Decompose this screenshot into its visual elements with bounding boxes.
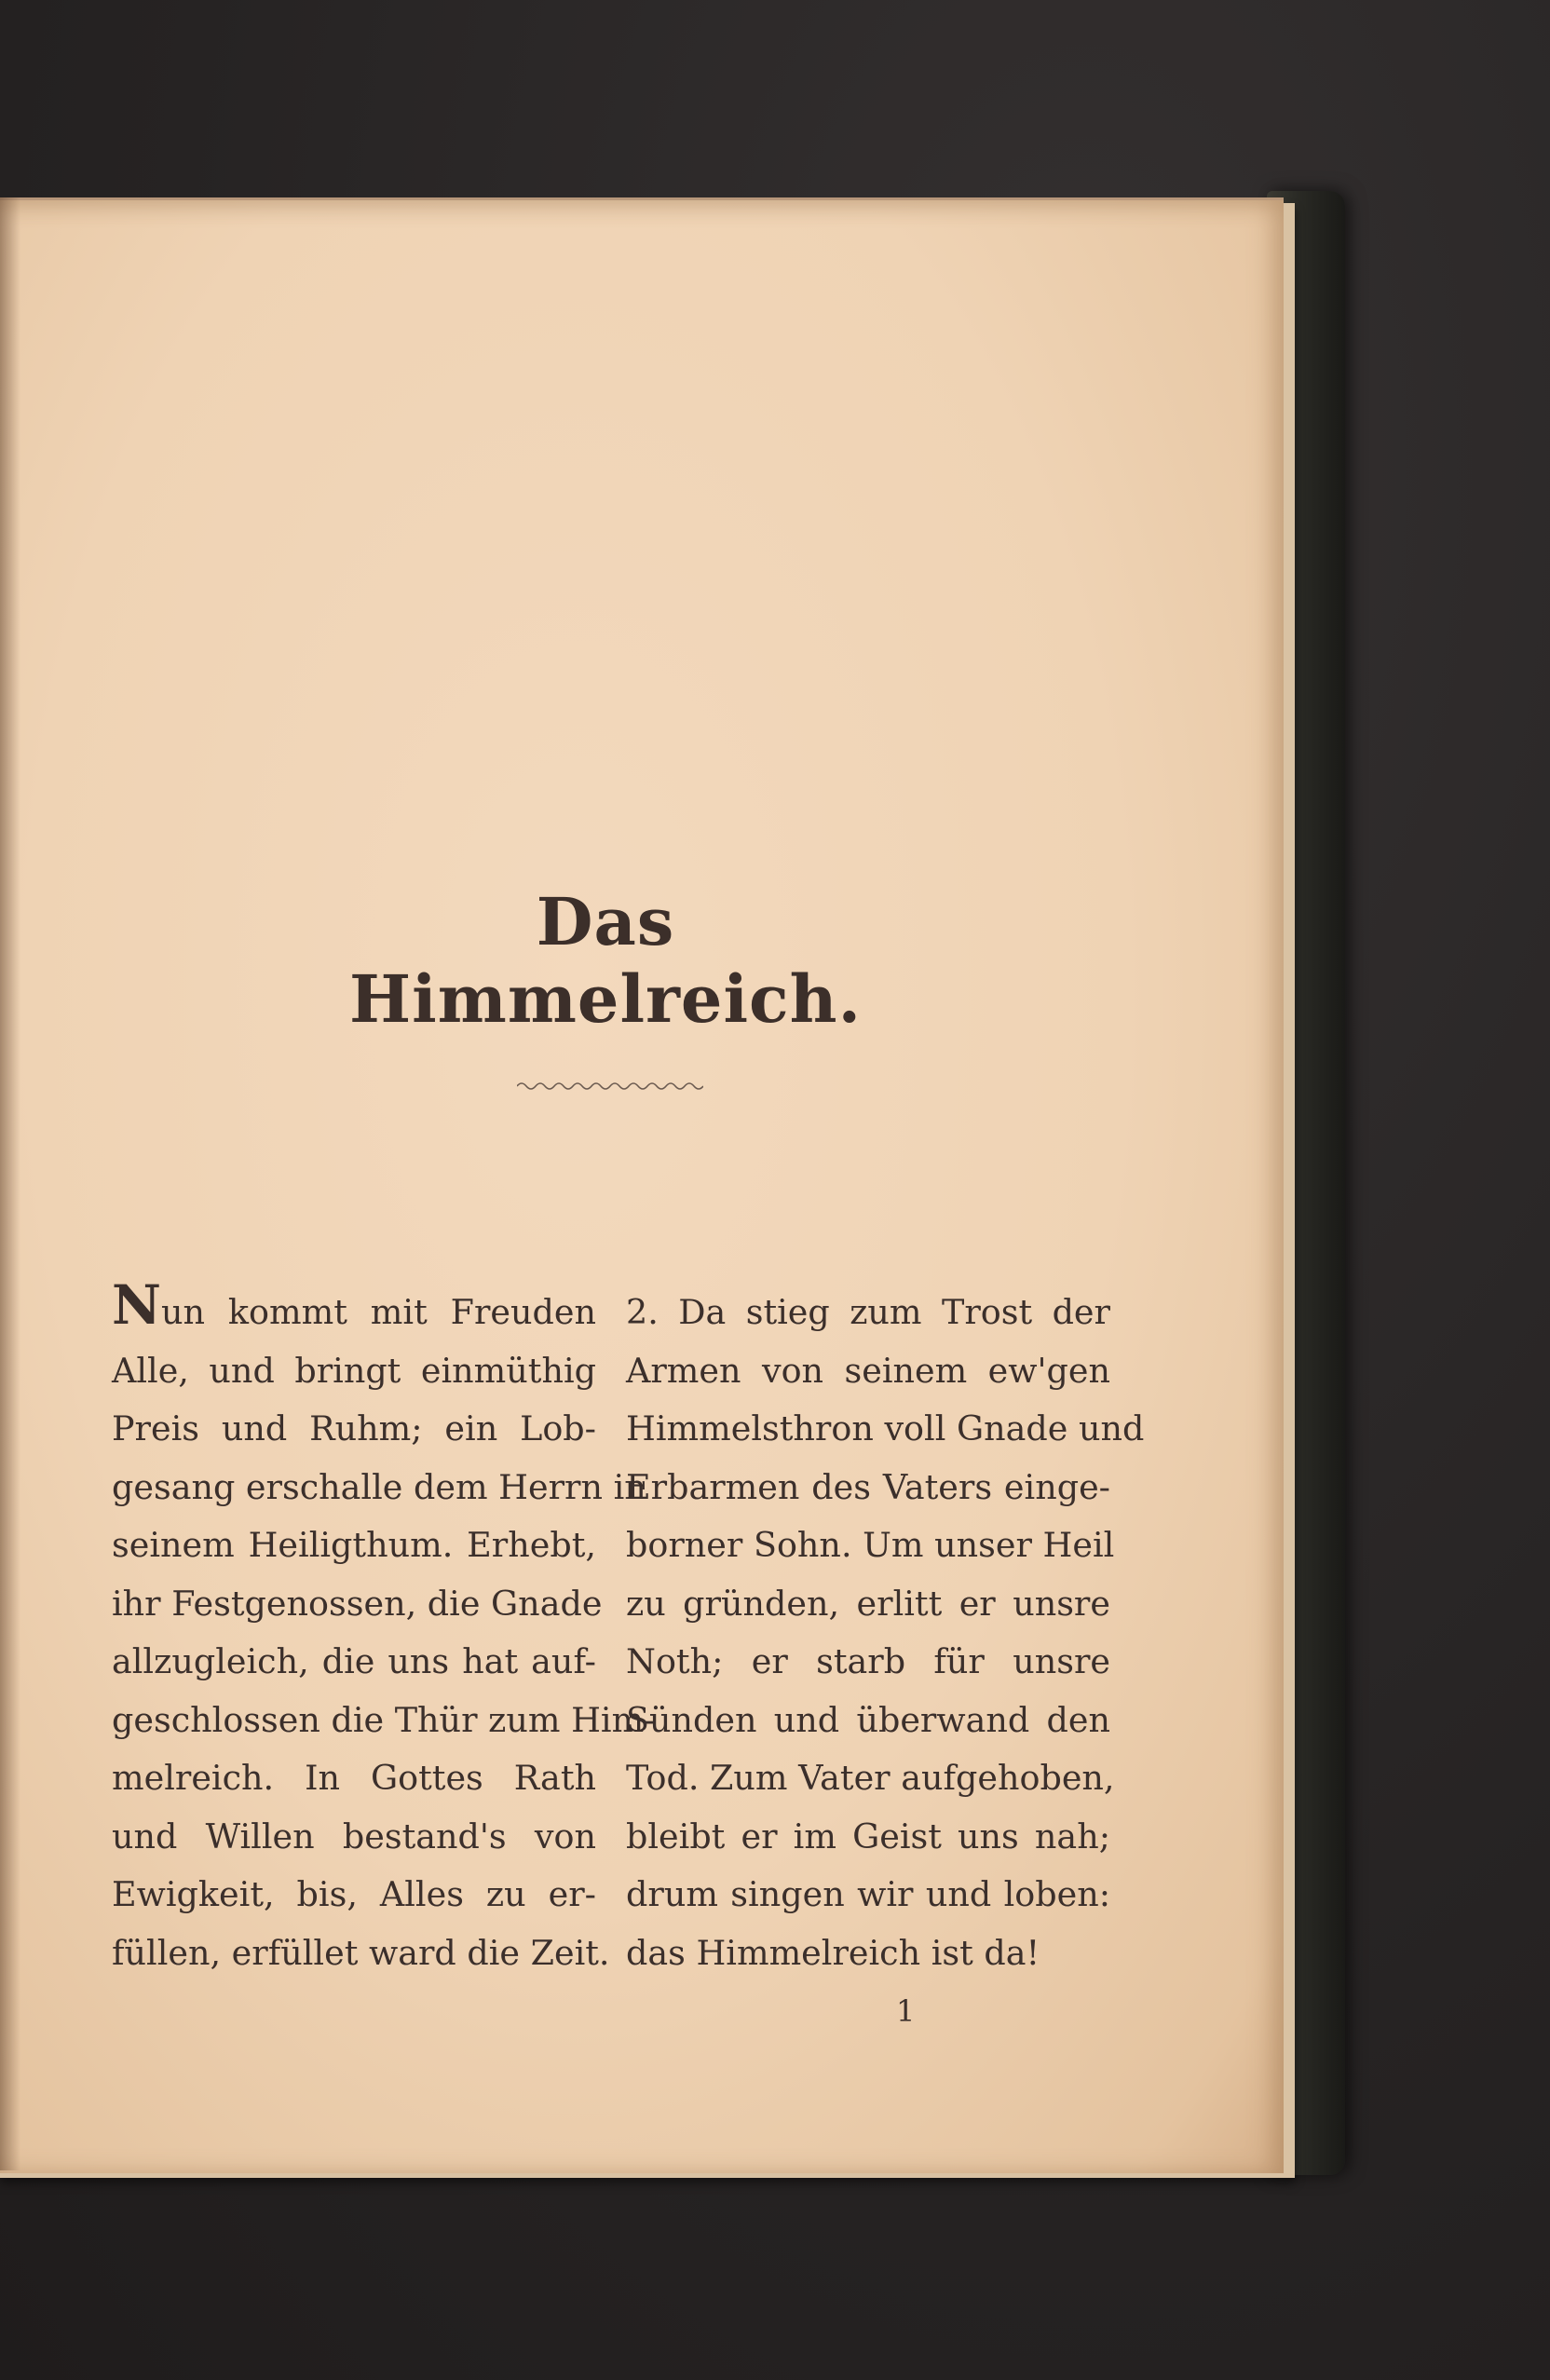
text-line: Sünden und überwand den [626,1699,1110,1740]
text-line: gesang erschalle dem Herrn in [112,1466,646,1507]
text-line: bleibt er im Geist uns nah; [626,1816,1110,1856]
text-line: Alle, und bringt einmüthig [112,1350,596,1391]
page-number: 1 [896,1993,916,2029]
text-line: und Willen bestand's von [112,1816,596,1856]
text-line: zu gründen, erlitt er unsre [626,1583,1110,1624]
right-column [626,1284,1145,1982]
gutter-shadow [0,197,20,2170]
text-line: drum singen wir und loben: [626,1874,1110,1914]
text-line: füllen, erfüllet ward die Zeit. [112,1932,610,1973]
page-title: Das Himmelreich. [349,883,862,1038]
text-line: Himmelsthron voll Gnade und [626,1408,1145,1448]
text-line: allzugleich, die uns hat auf- [112,1641,596,1681]
text-line: das Himmelreich ist da! [626,1932,1040,1973]
text-line: melreich. In Gottes Rath [112,1758,596,1798]
text-line: Erbarmen des Vaters einge- [626,1466,1110,1507]
ornament-divider [517,1077,703,1095]
text-line: seinem Heiligthum. Erhebt, [112,1525,596,1565]
text-line: Nun kommt mit Freuden [112,1273,596,1337]
drop-cap: N [112,1273,162,1337]
text-line: geschlossen die Thür zum Him- [112,1699,656,1740]
text-line: Noth; er starb für unsre [626,1641,1110,1681]
text-line: Tod. Zum Vater aufgehoben, [626,1758,1115,1798]
text-line: 2. Da stieg zum Trost der [626,1292,1110,1332]
text-line: Armen von seinem ew'gen [626,1350,1110,1391]
text-line: ihr Festgenossen, die Gnade [112,1583,603,1624]
text-line: Ewigkeit, bis, Alles zu er- [112,1874,596,1914]
text-line: borner Sohn. Um unser Heil [626,1525,1115,1565]
left-column [112,1273,656,1982]
text-line: Preis und Ruhm; ein Lob- [112,1408,596,1448]
